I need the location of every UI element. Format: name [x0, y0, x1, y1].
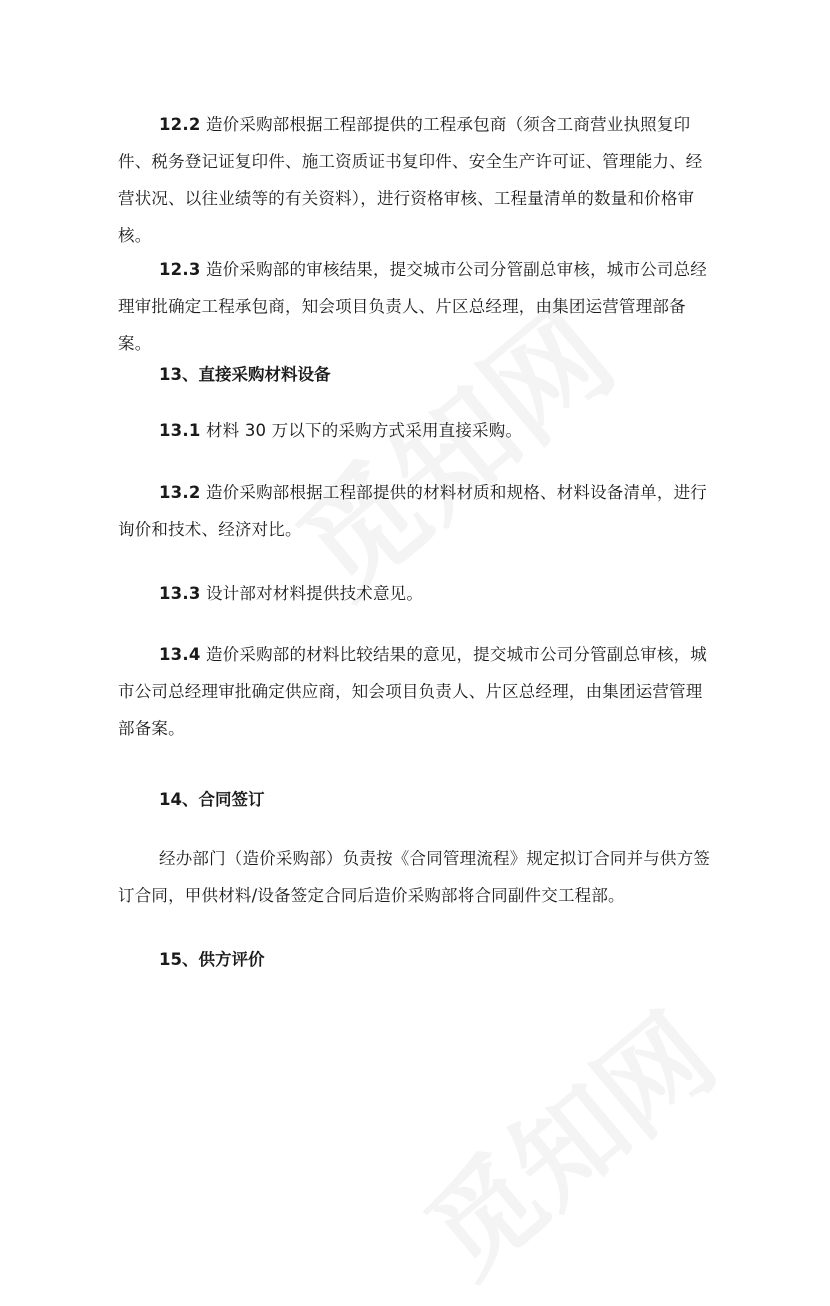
clause-number: 13.2	[159, 483, 201, 502]
clause-number: 13.3	[159, 584, 201, 603]
clause-text: 造价采购部的审核结果，提交城市公司分管副总审核，城市公司总经理审批确定工程承包商，知会项目负责人、片区总经理，由集团运营管理部备案。	[118, 260, 707, 353]
clause-text: 材料 30 万以下的采购方式采用直接采购。	[205, 421, 523, 440]
clause-text: 造价采购部的材料比较结果的意见，提交城市公司分管副总审核，城市公司总经理审批确定供应商，知会项目负责人、片区总经理，由集团运营管理部备案。	[118, 645, 707, 738]
paragraph-13-3	[118, 575, 718, 612]
paragraph-text: 经办部门（造价采购部）负责按《合同管理流程》规定拟订合同并与供方签订合同，甲供材料/设备签定合同后造价采购部将合同副件交工程部。	[118, 849, 711, 905]
section-heading-15: 15、供方评价	[159, 950, 265, 969]
clause-text: 造价采购部根据工程部提供的工程承包商（须含工商营业执照复印件、税务登记证复印件、施工资质证书复印件、安全生产许可证、管理能力、经营状况、以往业绩等的有关资料），进行资格审核、工程量清单的数量和价格审核。	[118, 115, 703, 245]
clause-text: 设计部对材料提供技术意见。	[205, 584, 424, 603]
section-heading-13: 13、直接采购材料设备	[159, 365, 331, 384]
paragraph-13-4	[118, 636, 718, 747]
section-heading-14: 14、合同签订	[159, 790, 265, 809]
clause-number: 13.4	[159, 645, 201, 664]
paragraph-12-2	[118, 106, 718, 254]
paragraph-14	[118, 840, 718, 914]
paragraph-13-1	[118, 412, 718, 449]
clause-text: 造价采购部根据工程部提供的材料材质和规格、材料设备清单，进行询价和技术、经济对比。	[118, 483, 707, 539]
watermark	[388, 972, 742, 1305]
paragraph-13-2	[118, 474, 718, 548]
clause-number: 12.2	[159, 115, 201, 134]
clause-number: 12.3	[159, 260, 201, 279]
paragraph-12-3	[118, 251, 718, 362]
clause-number: 13.1	[159, 421, 201, 440]
